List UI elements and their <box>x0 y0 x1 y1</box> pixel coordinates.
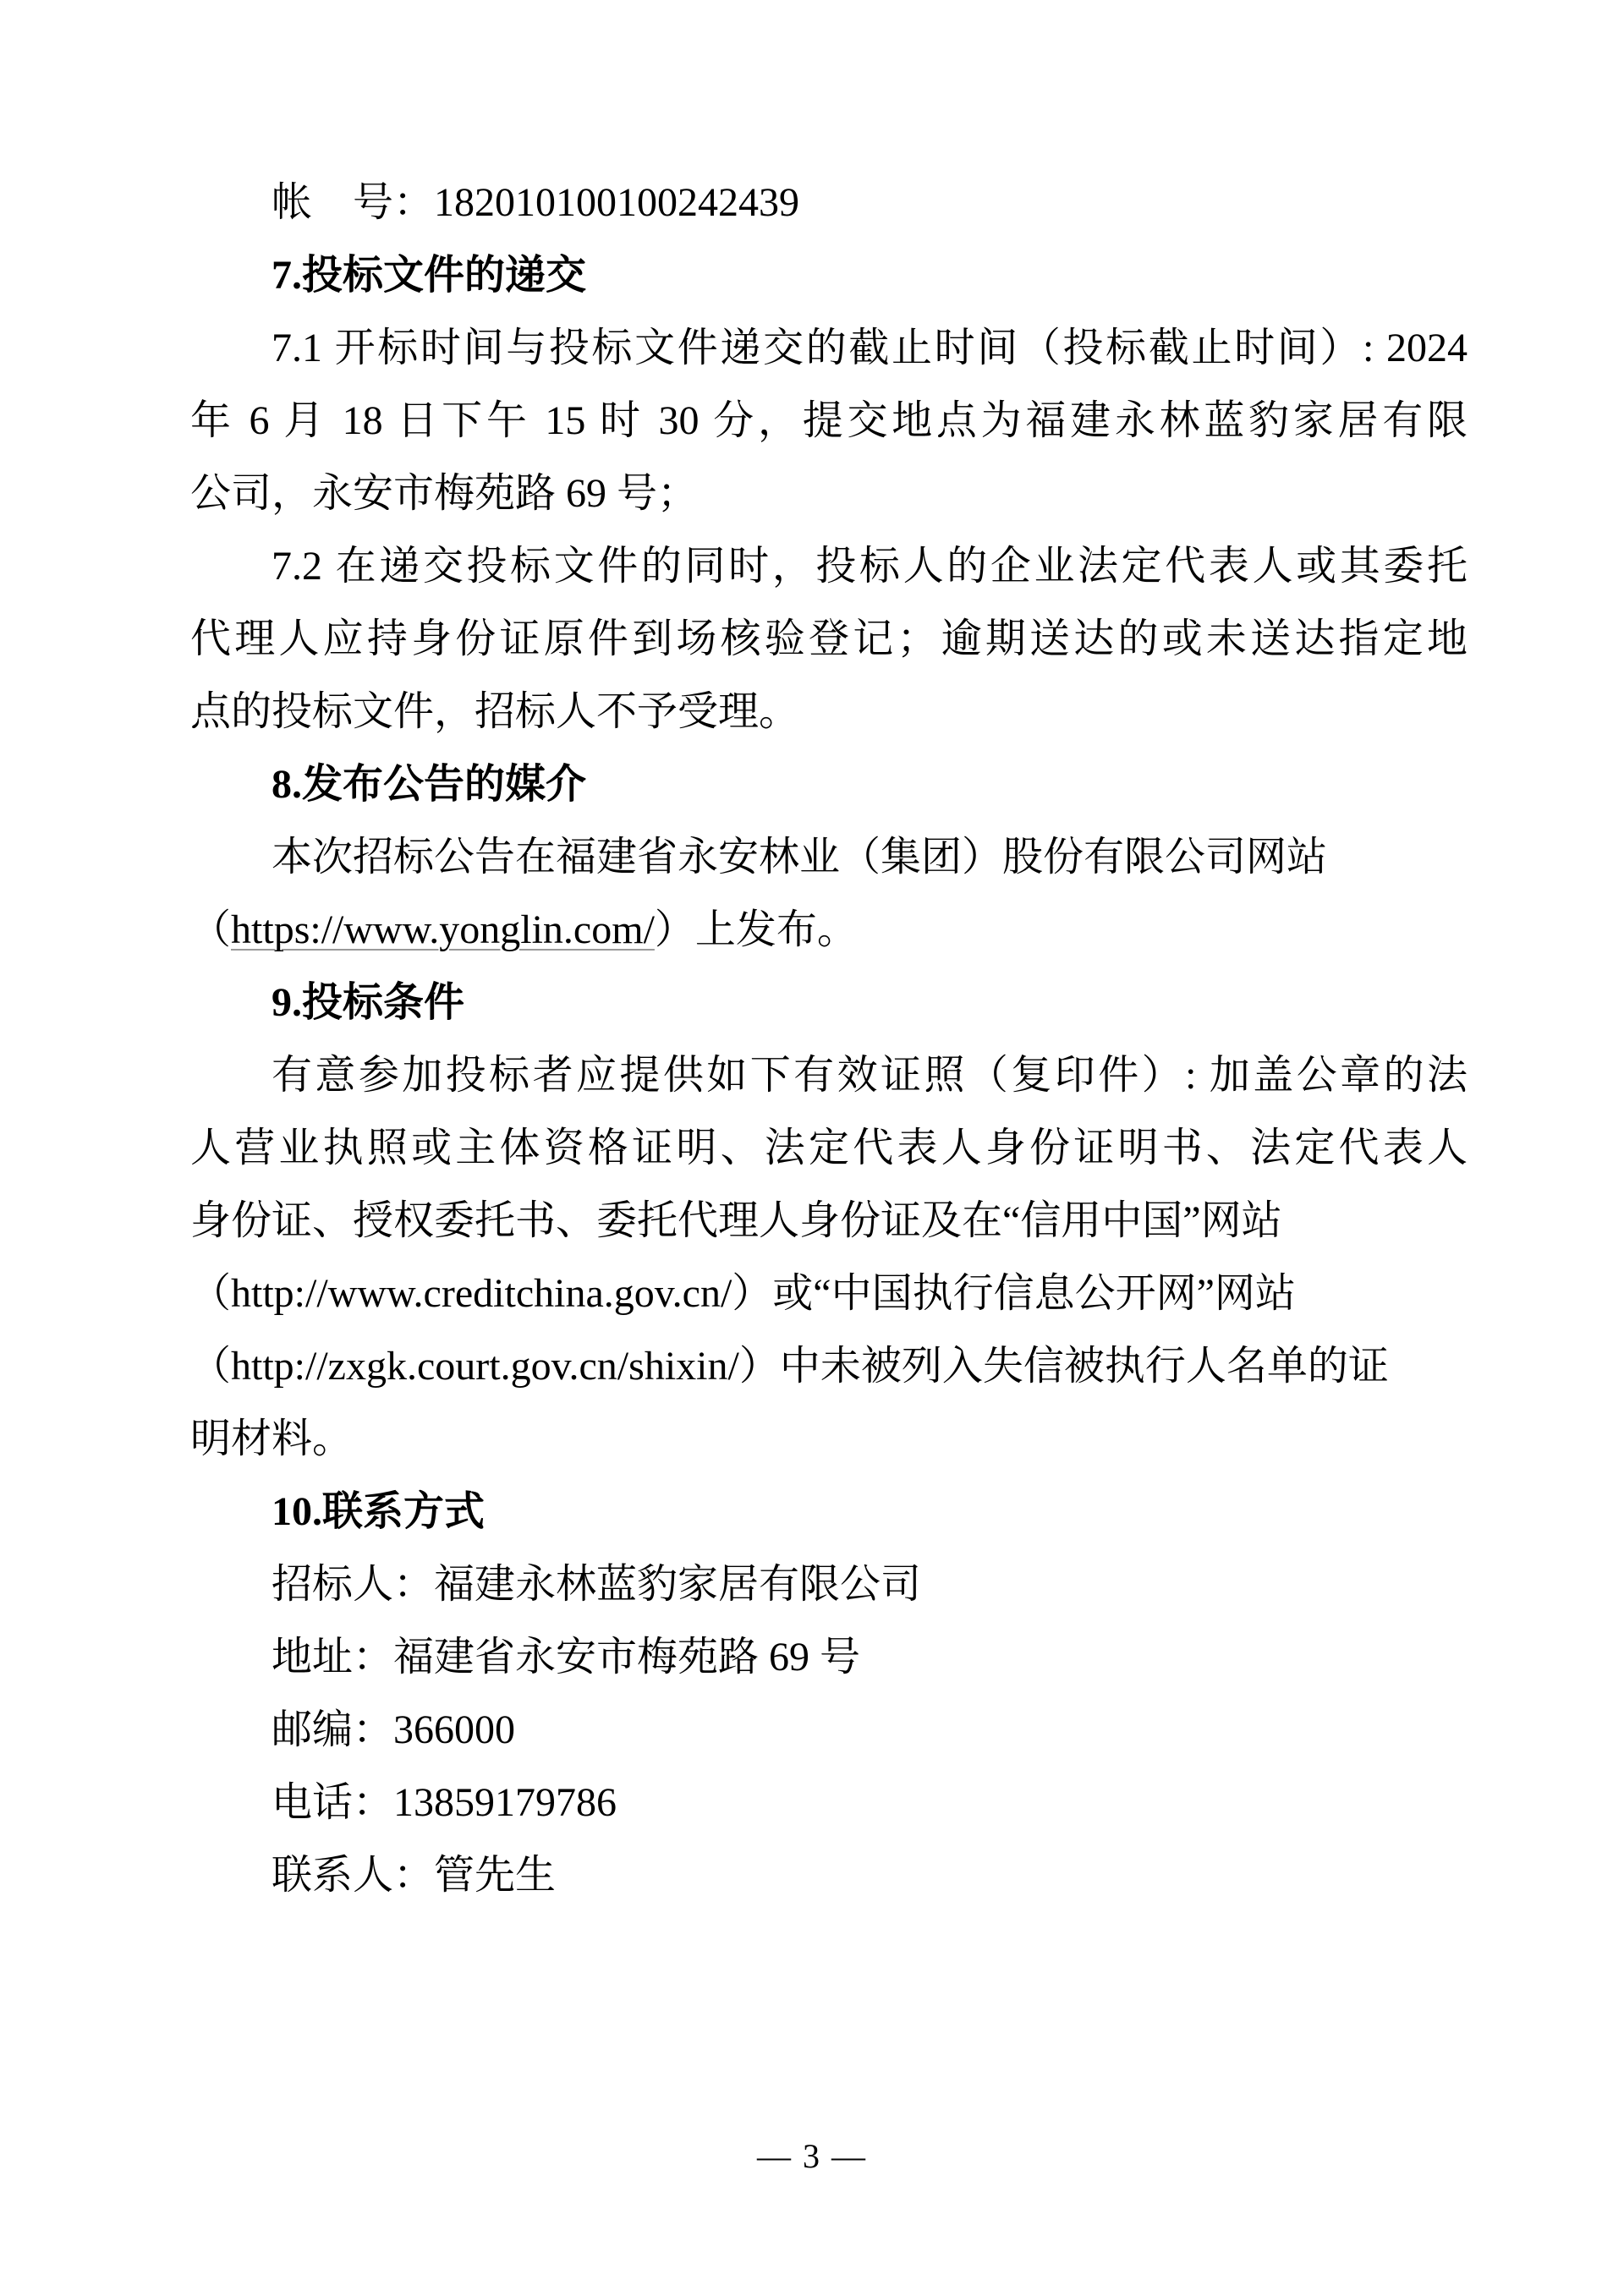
contact-address-line: 地址：福建省永安市梅苑路 69 号 <box>272 1635 861 1680</box>
para-7-2-line-1: 7.2 在递交投标文件的同时，投标人的企业法定代表人或其委托 <box>272 544 1468 589</box>
account-number-line: 帐 号：182010100100242439 <box>272 180 800 225</box>
para-9-line-4-creditchina-url: （http://www.creditchina.gov.cn/）或“中国执行信息公开网”网站 <box>190 1271 1296 1316</box>
section-heading-9-conditions: 9.投标条件 <box>272 980 465 1025</box>
para-7-2-line-3: 点的投标文件，招标人不予受理。 <box>190 689 800 734</box>
para-9-line-6: 明材料。 <box>190 1417 354 1461</box>
page-number-footer: — 3 — <box>757 2137 867 2175</box>
contact-bidder-line: 招标人：福建永林蓝豹家居有限公司 <box>272 1562 922 1607</box>
para-7-1-line-2: 年 6 月 18 日下午 15 时 30 分，提交地点为福建永林蓝豹家居有限 <box>190 398 1468 443</box>
section-heading-10-contact: 10.联系方式 <box>272 1489 486 1534</box>
url-close-text: ）上发布。 <box>654 907 858 952</box>
contact-phone-line: 电话：13859179786 <box>272 1780 617 1825</box>
section-heading-7-submission: 7.投标文件的递交 <box>272 253 587 298</box>
document-body <box>190 167 1468 1912</box>
section-heading-8-media: 8.发布公告的媒介 <box>272 762 587 807</box>
para-8-line-2 <box>190 894 1468 967</box>
para-9-line-1: 有意参加投标者应提供如下有效证照（复印件）: 加盖公章的法 <box>272 1053 1468 1098</box>
contact-person-line: 联系人：管先生 <box>272 1853 557 1898</box>
para-7-2-line-2: 代理人应持身份证原件到场核验登记；逾期送达的或未送达指定地 <box>190 616 1468 661</box>
yonglin-website-link[interactable]: https://www.yonglin.com/ <box>231 907 655 952</box>
para-8-line-1: 本次招标公告在福建省永安林业（集团）股份有限公司网站 <box>272 835 1328 879</box>
contact-postcode-line: 邮编：366000 <box>272 1707 516 1752</box>
para-9-line-3: 身份证、授权委托书、委托代理人身份证及在“信用中国”网站 <box>190 1198 1282 1243</box>
para-7-1-line-1: 7.1 开标时间与投标文件递交的截止时间（投标截止时间）: 2024 <box>272 326 1468 370</box>
para-7-1-line-3: 公司，永安市梅苑路 69 号； <box>190 471 699 516</box>
url-open-paren: （ <box>190 907 232 952</box>
para-9-line-2: 人营业执照或主体资格证明、法定代表人身份证明书、法定代表人 <box>190 1126 1468 1170</box>
para-9-line-5-zxgk-url: （http://zxgk.court.gov.cn/shixin/）中未被列入失信被执行人名单的证 <box>190 1344 1389 1389</box>
